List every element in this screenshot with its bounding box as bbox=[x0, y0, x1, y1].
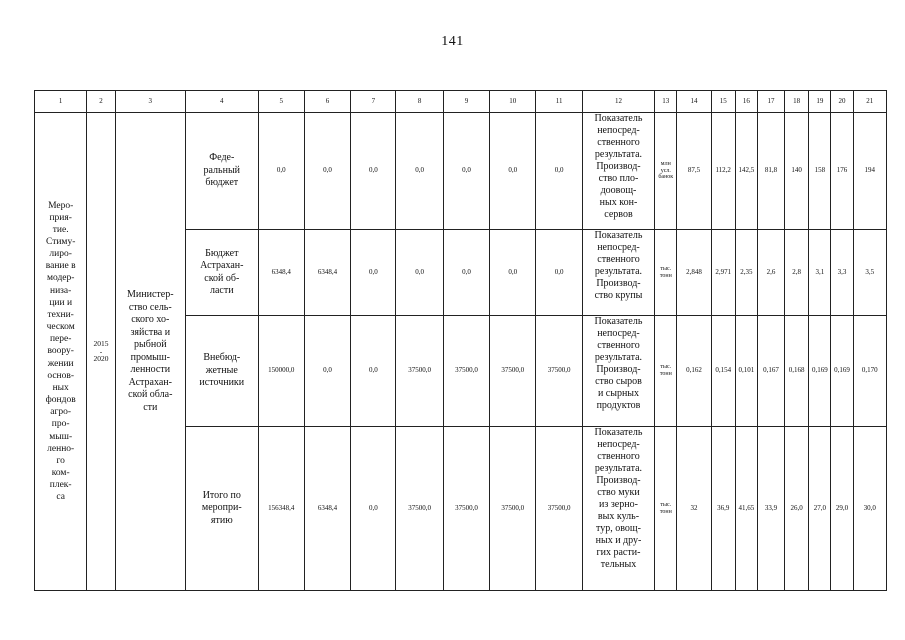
value-cell: 158 bbox=[809, 113, 831, 230]
indicator-text: Показатель непосред- ственного результата. Производ- ство пло- доовощ- ных кон- сервов bbox=[582, 113, 655, 230]
value-cell: 81,8 bbox=[757, 113, 784, 230]
value-cell: 0,162 bbox=[677, 316, 711, 427]
header-cell: 7 bbox=[351, 91, 396, 113]
value-cell: 37500,0 bbox=[536, 427, 582, 591]
value-cell: 0,0 bbox=[351, 427, 396, 591]
period: 2015 - 2020 bbox=[87, 113, 115, 591]
indicator-text: Показатель непосред- ственного результата. Производ- ство сыров и сырных продуктов bbox=[582, 316, 655, 427]
value-cell: 0,0 bbox=[443, 230, 489, 316]
header-cell: 1 bbox=[35, 91, 87, 113]
header-cell: 5 bbox=[258, 91, 304, 113]
value-cell: 0,0 bbox=[304, 316, 350, 427]
value-cell: 37500,0 bbox=[490, 427, 536, 591]
value-cell: 0,170 bbox=[853, 316, 886, 427]
value-cell: 0,169 bbox=[809, 316, 831, 427]
value-cell: 0,0 bbox=[536, 230, 582, 316]
value-cell: 37500,0 bbox=[443, 427, 489, 591]
value-cell: 0,0 bbox=[536, 113, 582, 230]
value-cell: 3,3 bbox=[831, 230, 853, 316]
value-cell: 6348,4 bbox=[304, 427, 350, 591]
value-cell: 3,1 bbox=[809, 230, 831, 316]
header-cell: 13 bbox=[655, 91, 677, 113]
header-cell: 8 bbox=[396, 91, 443, 113]
value-cell: 0,154 bbox=[711, 316, 735, 427]
header-cell: 6 bbox=[304, 91, 350, 113]
header-cell: 3 bbox=[115, 91, 185, 113]
value-cell: 2,848 bbox=[677, 230, 711, 316]
value-cell: 37500,0 bbox=[396, 427, 443, 591]
value-cell: 36,9 bbox=[711, 427, 735, 591]
value-cell: 0,0 bbox=[304, 113, 350, 230]
header-cell: 10 bbox=[490, 91, 536, 113]
unit: тыс. тонн bbox=[655, 316, 677, 427]
page-number: 141 bbox=[441, 34, 464, 49]
header-cell: 9 bbox=[443, 91, 489, 113]
value-cell: 0,0 bbox=[443, 113, 489, 230]
header-cell: 11 bbox=[536, 91, 582, 113]
value-cell: 26,0 bbox=[785, 427, 809, 591]
value-cell: 27,0 bbox=[809, 427, 831, 591]
value-cell: 0,101 bbox=[735, 316, 757, 427]
header-cell: 2 bbox=[87, 91, 115, 113]
header-cell: 16 bbox=[735, 91, 757, 113]
value-cell: 0,0 bbox=[258, 113, 304, 230]
funding-source: Бюджет Астрахан- ской об- ласти bbox=[186, 230, 259, 316]
header-row bbox=[35, 91, 887, 113]
value-cell: 0,0 bbox=[490, 230, 536, 316]
header-cell: 15 bbox=[711, 91, 735, 113]
unit: млн усл. банок bbox=[655, 113, 677, 230]
unit: тыс. тонн bbox=[655, 230, 677, 316]
value-cell: 0,167 bbox=[757, 316, 784, 427]
table-row bbox=[35, 113, 887, 230]
executor: Министер- ство сель- ского хо- зяйства и рыбной промыш- ленности Астрахан- ской обла- сти bbox=[115, 113, 185, 591]
header-cell: 17 bbox=[757, 91, 784, 113]
program-table bbox=[34, 90, 887, 591]
header-cell: 14 bbox=[677, 91, 711, 113]
measure-name: Меро- прия- тие. Стиму- лиро- вание в модер- низа- ции и техни- ческом пере- воору- жении основ- ных фондов агро- про- мыш- ленно- го ком- плек- са bbox=[35, 113, 87, 591]
value-cell: 112,2 bbox=[711, 113, 735, 230]
value-cell: 0,0 bbox=[351, 113, 396, 230]
value-cell: 140 bbox=[785, 113, 809, 230]
header-cell: 21 bbox=[853, 91, 886, 113]
header-cell: 12 bbox=[582, 91, 655, 113]
value-cell: 37500,0 bbox=[536, 316, 582, 427]
value-cell: 0,0 bbox=[351, 316, 396, 427]
value-cell: 37500,0 bbox=[443, 316, 489, 427]
value-cell: 6348,4 bbox=[258, 230, 304, 316]
value-cell: 33,9 bbox=[757, 427, 784, 591]
value-cell: 0,0 bbox=[490, 113, 536, 230]
indicator-text: Показатель непосред- ственного результата. Производ- ство крупы bbox=[582, 230, 655, 316]
value-cell: 6348,4 bbox=[304, 230, 350, 316]
funding-source: Феде- ральный бюджет bbox=[186, 113, 259, 230]
value-cell: 41,65 bbox=[735, 427, 757, 591]
value-cell: 3,5 bbox=[853, 230, 886, 316]
value-cell: 2,971 bbox=[711, 230, 735, 316]
value-cell: 0,0 bbox=[396, 230, 443, 316]
value-cell: 0,0 bbox=[396, 113, 443, 230]
value-cell: 0,169 bbox=[831, 316, 853, 427]
value-cell: 29,0 bbox=[831, 427, 853, 591]
value-cell: 37500,0 bbox=[396, 316, 443, 427]
unit: тыс. тонн bbox=[655, 427, 677, 591]
value-cell: 2,6 bbox=[757, 230, 784, 316]
header-cell: 19 bbox=[809, 91, 831, 113]
indicator-text: Показатель непосред- ственного результата. Производ- ство муки из зерно- вых куль- тур, овощ- ных и дру- гих расти- тельных bbox=[582, 427, 655, 591]
value-cell: 0,0 bbox=[351, 230, 396, 316]
value-cell: 2,35 bbox=[735, 230, 757, 316]
funding-source: Внебюд- жетные источники bbox=[186, 316, 259, 427]
value-cell: 30,0 bbox=[853, 427, 886, 591]
value-cell: 176 bbox=[831, 113, 853, 230]
value-cell: 37500,0 bbox=[490, 316, 536, 427]
value-cell: 32 bbox=[677, 427, 711, 591]
value-cell: 142,5 bbox=[735, 113, 757, 230]
value-cell: 156348,4 bbox=[258, 427, 304, 591]
header-cell: 20 bbox=[831, 91, 853, 113]
header-cell: 4 bbox=[186, 91, 259, 113]
value-cell: 2,8 bbox=[785, 230, 809, 316]
value-cell: 87,5 bbox=[677, 113, 711, 230]
funding-source: Итого по меропри- ятию bbox=[186, 427, 259, 591]
value-cell: 0,168 bbox=[785, 316, 809, 427]
header-cell: 18 bbox=[785, 91, 809, 113]
value-cell: 194 bbox=[853, 113, 886, 230]
value-cell: 150000,0 bbox=[258, 316, 304, 427]
